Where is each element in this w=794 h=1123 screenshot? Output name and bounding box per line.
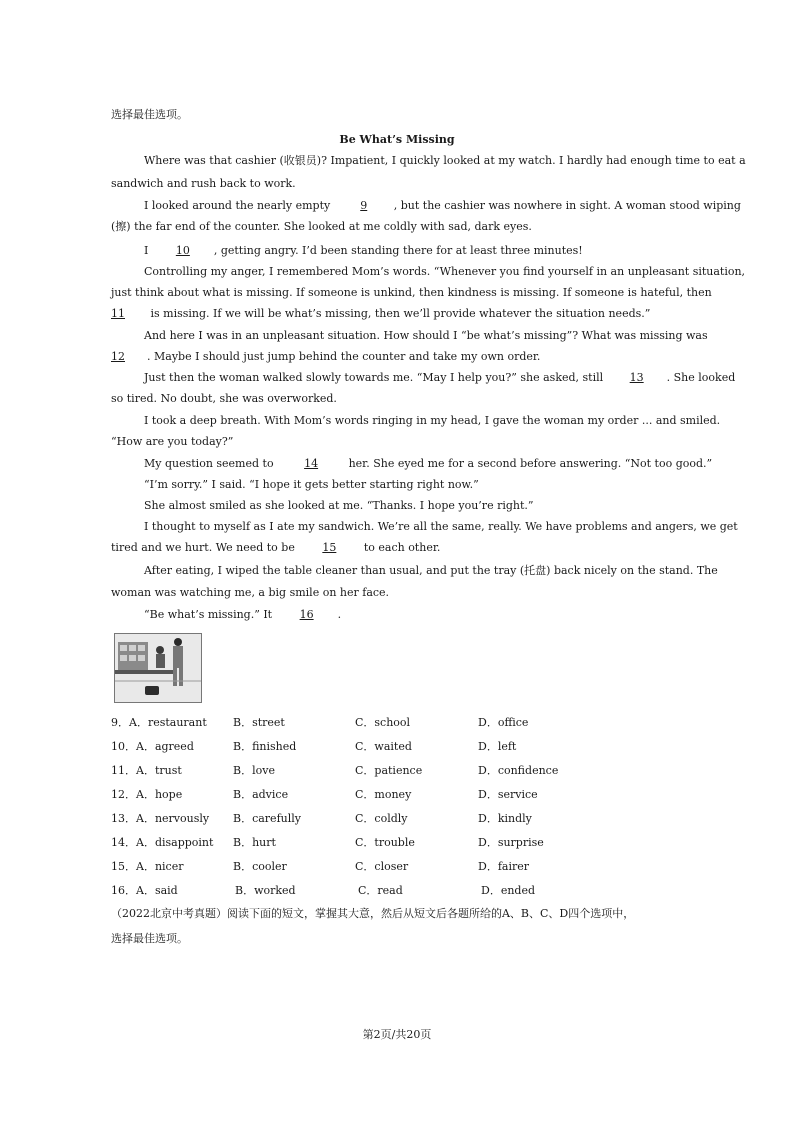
option-12-c[interactable]: C．money xyxy=(355,788,412,801)
p7-line2: “How are you today?” xyxy=(111,435,234,448)
question-13: 13．A．nervously xyxy=(111,812,210,825)
blank-13[interactable]: 13 xyxy=(629,371,644,384)
passage-title: Be What’s Missing xyxy=(339,133,455,146)
option-13-d[interactable]: D．kindly xyxy=(478,812,532,825)
p12-line2: woman was watching me, a big smile on her face. xyxy=(111,586,390,599)
p6-line1: Just then the woman walked slowly towards me. “May I help you?” she asked, still 13 . She looked xyxy=(144,371,736,384)
p10-line1: She almost smiled as she looked at me. “Thanks. I hope you’re right.” xyxy=(144,499,534,512)
blank-10[interactable]: 10 xyxy=(175,244,190,257)
p13-line1: “Be what’s missing.” It 16 . xyxy=(144,608,342,621)
blank-15[interactable]: 15 xyxy=(322,541,337,554)
question-16: 16．A．said xyxy=(111,884,178,897)
option-10-d[interactable]: D．left xyxy=(478,740,517,753)
p4-line3: 11 is missing. If we will be what’s missing, then we’ll provide whatever the situation needs.” xyxy=(111,307,651,320)
option-15-b[interactable]: B．cooler xyxy=(233,860,287,873)
p2-line1: I looked around the nearly empty 9 , but the cashier was nowhere in sight. A woman stood wiping xyxy=(144,199,741,212)
option-15-c[interactable]: C．closer xyxy=(355,860,409,873)
option-15-d[interactable]: D．fairer xyxy=(478,860,529,873)
option-14-b[interactable]: B．hurt xyxy=(233,836,276,849)
p1-line1: Where was that cashier (收银员)? Impatient, I quickly looked at my watch. I hardly had enough time to eat a xyxy=(144,154,746,167)
option-12-d[interactable]: D．service xyxy=(478,788,538,801)
blank-9[interactable]: 9 xyxy=(360,199,368,212)
next-passage-intro-line2: 选择最佳选项。 xyxy=(111,932,188,945)
page-footer: 第2页/共20页 xyxy=(362,1028,432,1041)
option-14-c[interactable]: C．trouble xyxy=(355,836,415,849)
question-15: 15．A．nicer xyxy=(111,860,184,873)
blank-16[interactable]: 16 xyxy=(299,608,314,621)
p6-line2: so tired. No doubt, she was overworked. xyxy=(111,392,337,405)
option-14-d[interactable]: D．surprise xyxy=(478,836,544,849)
p11-line2: tired and we hurt. We need to be 15 to each other. xyxy=(111,541,441,554)
p4-line1: Controlling my anger, I remembered Mom’s words. “Whenever you find yourself in an unpleasant situation, xyxy=(144,265,746,278)
option-16-c[interactable]: C．read xyxy=(358,884,403,897)
p3-line1: I 10 , getting angry. I’d been standing there for at least three minutes! xyxy=(144,244,583,257)
p4-line2: just think about what is missing. If someone is unkind, then kindness is missing. If someone is hateful, then xyxy=(111,286,712,299)
p5-line1: And here I was in an unpleasant situation. How should I “be what’s missing”? What was missing was xyxy=(144,329,708,342)
blank-11[interactable]: 11 xyxy=(111,307,125,320)
p9-line1: “I’m sorry.” I said. “I hope it gets better starting right now.” xyxy=(144,478,479,491)
p2-line2: (擦) the far end of the counter. She looked at me coldly with sad, dark eyes. xyxy=(111,220,532,233)
p1-line2: sandwich and rush back to work. xyxy=(111,177,296,190)
option-9-c[interactable]: C．school xyxy=(355,716,411,729)
next-passage-intro-line1: （2022北京中考真题）阅读下面的短文，掌握其大意，然后从短文后各题所给的A、B、C、D四个选项中， xyxy=(111,907,635,920)
option-11-b[interactable]: B．love xyxy=(233,764,275,777)
option-10-c[interactable]: C．waited xyxy=(355,740,412,753)
question-10: 10．A．agreed xyxy=(111,740,194,753)
option-13-b[interactable]: B．carefully xyxy=(233,812,301,825)
p8-line1: My question seemed to 14 her. She eyed me for a second before answering. “Not too good.” xyxy=(144,457,713,470)
option-16-d[interactable]: D．ended xyxy=(481,884,536,897)
option-12-b[interactable]: B．advice xyxy=(233,788,289,801)
blank-12[interactable]: 12 xyxy=(111,350,125,363)
cafe-illustration xyxy=(114,633,202,703)
intro-tail: 选择最佳选项。 xyxy=(111,108,188,121)
p11-line1: I thought to myself as I ate my sandwich. We’re all the same, really. We have problems and angers, we get xyxy=(144,520,738,533)
option-9-d[interactable]: D．office xyxy=(478,716,529,729)
option-11-c[interactable]: C．patience xyxy=(355,764,423,777)
question-11: 11．A．trust xyxy=(111,764,182,777)
question-14: 14．A．disappoint xyxy=(111,836,214,849)
option-11-d[interactable]: D．confidence xyxy=(478,764,559,777)
blank-14[interactable]: 14 xyxy=(304,457,319,470)
p5-line2: 12 . Maybe I should just jump behind the counter and take my own order. xyxy=(111,350,541,363)
option-9-b[interactable]: B．street xyxy=(233,716,285,729)
p12-line1: After eating, I wiped the table cleaner than usual, and put the tray (托盘) back nicely on the stand. The xyxy=(144,564,718,577)
option-13-c[interactable]: C．coldly xyxy=(355,812,408,825)
p7-line1: I took a deep breath. With Mom’s words ringing in my head, I gave the woman my order ... and smiled. xyxy=(144,414,721,427)
question-9: 9．A．restaurant xyxy=(111,716,207,729)
cafe-illustration-svg xyxy=(115,634,201,702)
option-10-b[interactable]: B．finished xyxy=(233,740,297,753)
option-16-b[interactable]: B．worked xyxy=(235,884,296,897)
question-12: 12．A．hope xyxy=(111,788,183,801)
